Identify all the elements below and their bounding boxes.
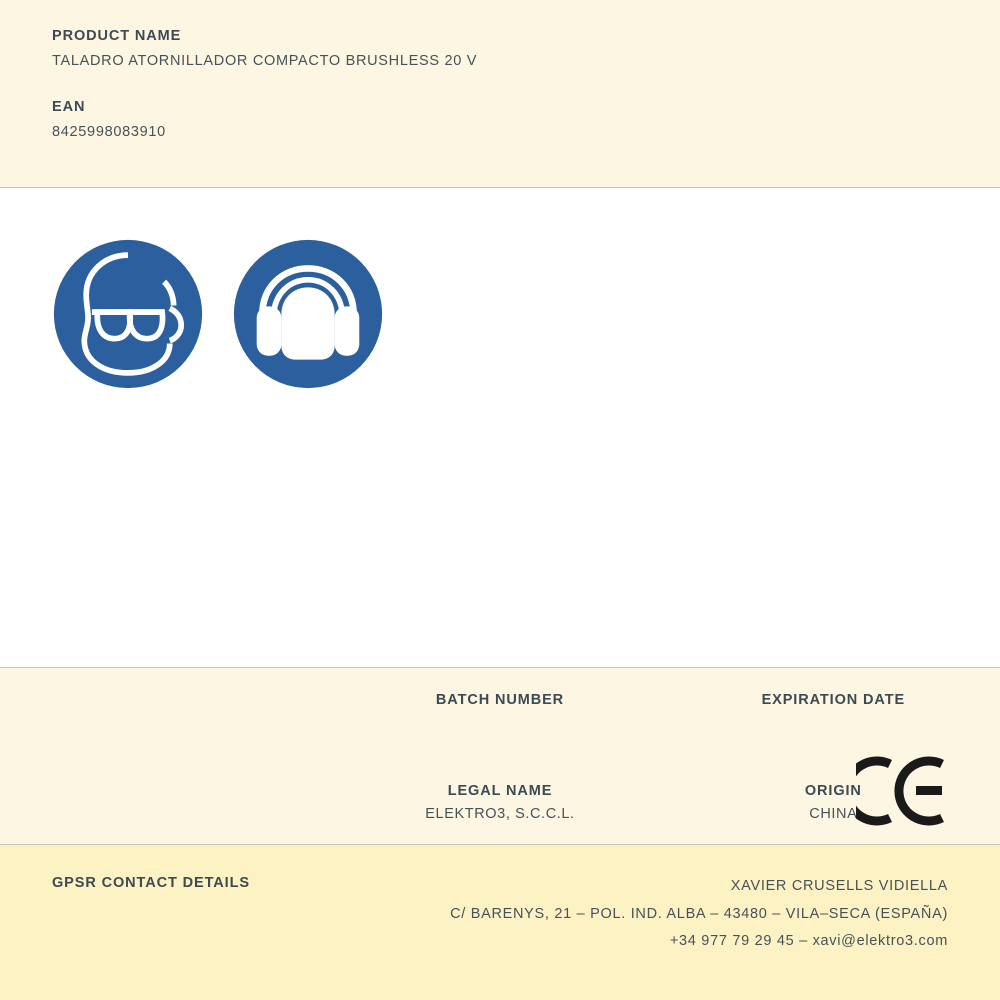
gpsr-contact-name: XAVIER CRUSELLS VIDIELLA <box>730 878 948 894</box>
info-cell-empty-1 <box>0 690 333 729</box>
batch-number-cell <box>333 690 666 729</box>
header-spacer <box>52 69 948 99</box>
pictogram-section <box>0 188 1000 668</box>
legal-name-label: LEGAL NAME <box>447 783 553 800</box>
expiration-date-label: EXPIRATION DATE <box>761 692 906 709</box>
info-row-spacer-1 <box>0 733 333 777</box>
origin-value: CHINA <box>809 805 858 822</box>
product-name-label: PRODUCT NAME <box>52 28 182 44</box>
wear-ear-protection-icon <box>232 238 384 390</box>
header-section <box>0 0 1000 188</box>
info-grid <box>0 690 1000 826</box>
batch-number-value <box>343 712 656 729</box>
footer-section <box>0 845 1000 1000</box>
info-row-spacer-2 <box>333 733 666 777</box>
product-name-value: TALADRO ATORNILLADOR COMPACTO BRUSHLESS 20 V <box>52 53 478 69</box>
wear-eye-protection-icon <box>52 238 204 390</box>
legal-name-value: ELEKTRO3, S.C.C.L. <box>425 805 575 822</box>
gpsr-contact-address: C/ BARENYS, 21 – POL. IND. ALBA – 43480 – VILA–SECA (ESPAÑA) <box>450 905 948 922</box>
info-cell-empty-2 <box>0 781 333 826</box>
pictogram-row <box>52 238 948 390</box>
ean-label: EAN <box>52 99 86 115</box>
expiration-date-cell <box>667 690 1000 729</box>
gpsr-contact-phone-email: +34 977 79 29 45 – xavi@elektro3.com <box>669 933 948 950</box>
expiration-date-value <box>677 712 990 729</box>
info-row-spacer-3 <box>667 733 1000 777</box>
origin-cell <box>667 781 1000 826</box>
origin-label: ORIGIN <box>804 783 862 800</box>
ce-marking-icon <box>856 756 948 826</box>
gpsr-contact-label: GPSR CONTACT DETAILS <box>52 875 250 891</box>
ean-value: 8425998083910 <box>52 124 166 140</box>
gpsr-contact-block <box>250 873 948 956</box>
batch-number-label: BATCH NUMBER <box>435 692 565 709</box>
info-section <box>0 668 1000 845</box>
legal-name-cell <box>333 781 666 826</box>
